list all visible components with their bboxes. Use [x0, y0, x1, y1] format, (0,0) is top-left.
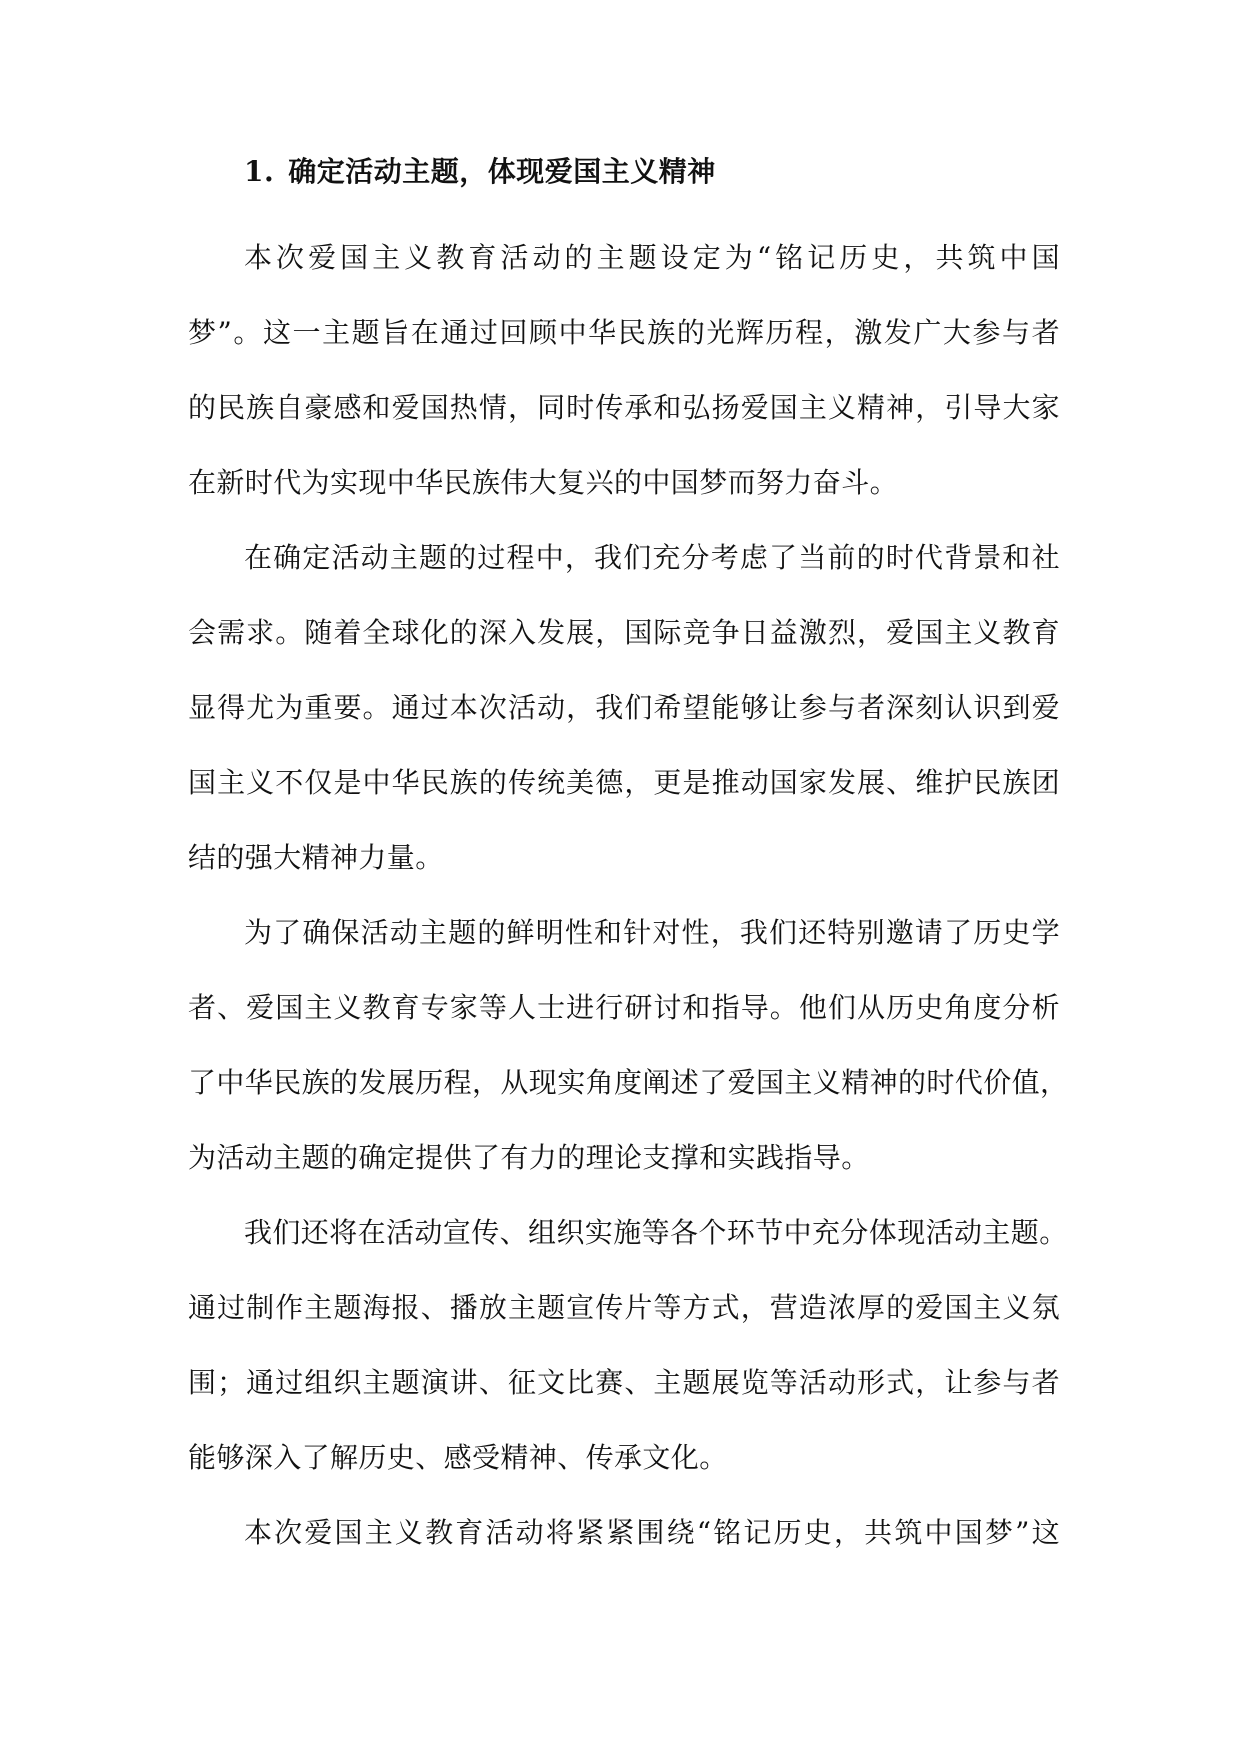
paragraph-line: 为了确保活动主题的鲜明性和针对性，我们还特别邀请了历史学 [244, 916, 1060, 949]
paragraph-2 [188, 520, 1060, 895]
paragraph-line: 本次爱国主义教育活动将紧紧围绕“铭记历史，共筑中国梦”这 [244, 1516, 1060, 1549]
paragraph-line: 能够深入了解历史、感受精神、传承文化。 [188, 1441, 728, 1474]
paragraph-line: 本次爱国主义教育活动的主题设定为“铭记历史，共筑中国 [244, 241, 1060, 274]
section-number: 1. [244, 155, 275, 188]
paragraph-line: 梦”。这一主题旨在通过回顾中华民族的光辉历程，激发广大参与者 [188, 316, 1060, 349]
section-heading [188, 145, 1060, 199]
document-body [188, 145, 1069, 1570]
paragraph-line: 者、爱国主义教育专家等人士进行研讨和指导。他们从历史角度分析 [188, 991, 1060, 1024]
paragraph-line: 通过制作主题海报、播放主题宣传片等方式，营造浓厚的爱国主义氛 [188, 1291, 1060, 1324]
paragraph-line: 围；通过组织主题演讲、征文比赛、主题展览等活动形式，让参与者 [188, 1366, 1060, 1399]
paragraph-line: 在确定活动主题的过程中，我们充分考虑了当前的时代背景和社 [244, 541, 1060, 574]
paragraph-3 [188, 895, 1069, 1195]
section-title: 确定活动主题，体现爱国主义精神 [288, 155, 716, 188]
paragraph-line: 国主义不仅是中华民族的传统美德，更是推动国家发展、维护民族团 [188, 766, 1060, 799]
paragraph-line: 会需求。随着全球化的深入发展，国际竞争日益激烈，爱国主义教育 [188, 616, 1060, 649]
paragraph-line: 我们还将在活动宣传、组织实施等各个环节中充分体现活动主题。 [244, 1216, 1068, 1249]
paragraph-5 [188, 1495, 1060, 1570]
paragraph-line: 了中华民族的发展历程，从现实角度阐述了爱国主义精神的时代价值， [188, 1066, 1069, 1099]
paragraph-line: 显得尤为重要。通过本次活动，我们希望能够让参与者深刻认识到爱 [188, 691, 1060, 724]
paragraph-line: 结的强大精神力量。 [188, 841, 444, 874]
paragraph-line: 为活动主题的确定提供了有力的理论支撑和实践指导。 [188, 1141, 870, 1174]
paragraph-4 [188, 1195, 1068, 1495]
paragraph-line: 的民族自豪感和爱国热情，同时传承和弘扬爱国主义精神，引导大家 [188, 391, 1060, 424]
paragraph-1 [188, 220, 1060, 520]
paragraph-line: 在新时代为实现中华民族伟大复兴的中国梦而努力奋斗。 [188, 466, 899, 499]
